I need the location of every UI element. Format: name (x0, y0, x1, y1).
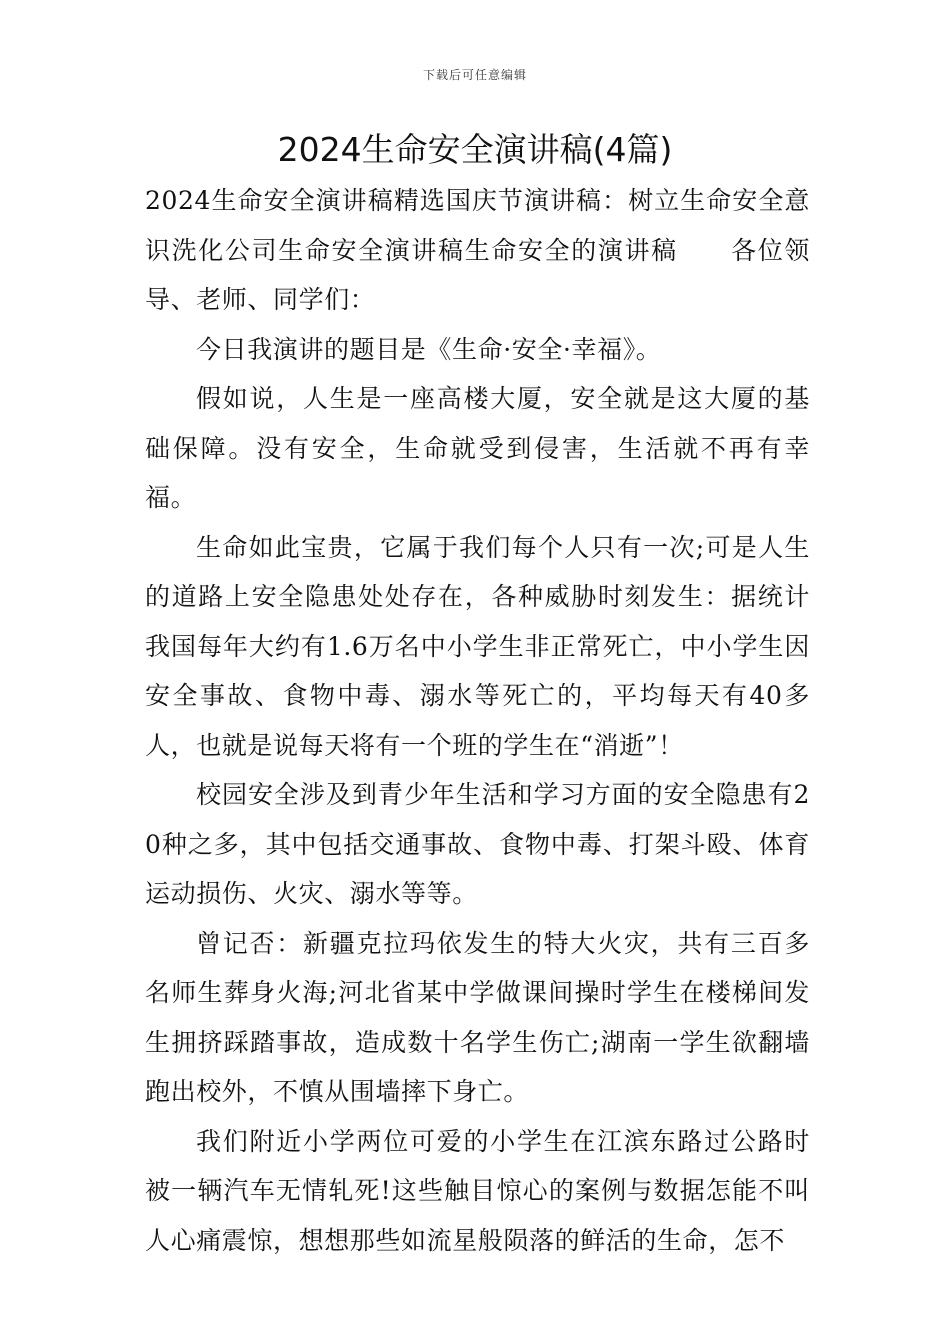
paragraph-7: 我们附近小学两位可爱的小学生在江滨东路过公路时被一辆汽车无情轧死!这些触目惊心的案例与数据怎能不叫人心痛震惊，想想那些如流星般陨落的鲜活的生命，怎不 (145, 1126, 810, 1255)
paragraph-5: 校园安全涉及到青少年生活和学习方面的安全隐患有20种之多，其中包括交通事故、食物中毒、打架斗殴、体育运动损伤、火灾、溺水等等。 (145, 780, 810, 908)
paragraph-3: 假如说，人生是一座高楼大厦，安全就是这大厦的基础保障。没有安全，生命就受到侵害，生活就不再有幸福。 (145, 384, 810, 512)
paragraph-1: 2024生命安全演讲稿精选国庆节演讲稿：树立生命安全意识洗化公司生命安全演讲稿生命安全的演讲稿 各位领导、老师、同学们： (145, 186, 810, 314)
document-title: 2024生命安全演讲稿(4篇) (277, 130, 673, 169)
header-note: 下载后可任意编辑 (422, 68, 527, 82)
paragraph-2: 今日我演讲的题目是《生命·安全·幸福》。 (196, 334, 662, 364)
paragraph-6: 曾记否：新疆克拉玛依发生的特大火灾，共有三百多名师生葬身火海;河北省某中学做课间操时学生在楼梯间发生拥挤踩踏事故，造成数十名学生伤亡;湖南一学生欲翻墙跑出校外，不慎从围墙摔下身亡。 (145, 928, 810, 1106)
document-body (145, 176, 810, 1265)
paragraph-4: 生命如此宝贵，它属于我们每个人只有一次;可是人生的道路上安全隐患处处存在，各种威胁时刻发生：据统计我国每年大约有1.6万名中小学生非正常死亡，中小学生因安全事故、食物中毒、溺水等死亡的，平均每天有40多人，也就是说每天将有一个班的学生在“消逝”！ (145, 532, 810, 760)
